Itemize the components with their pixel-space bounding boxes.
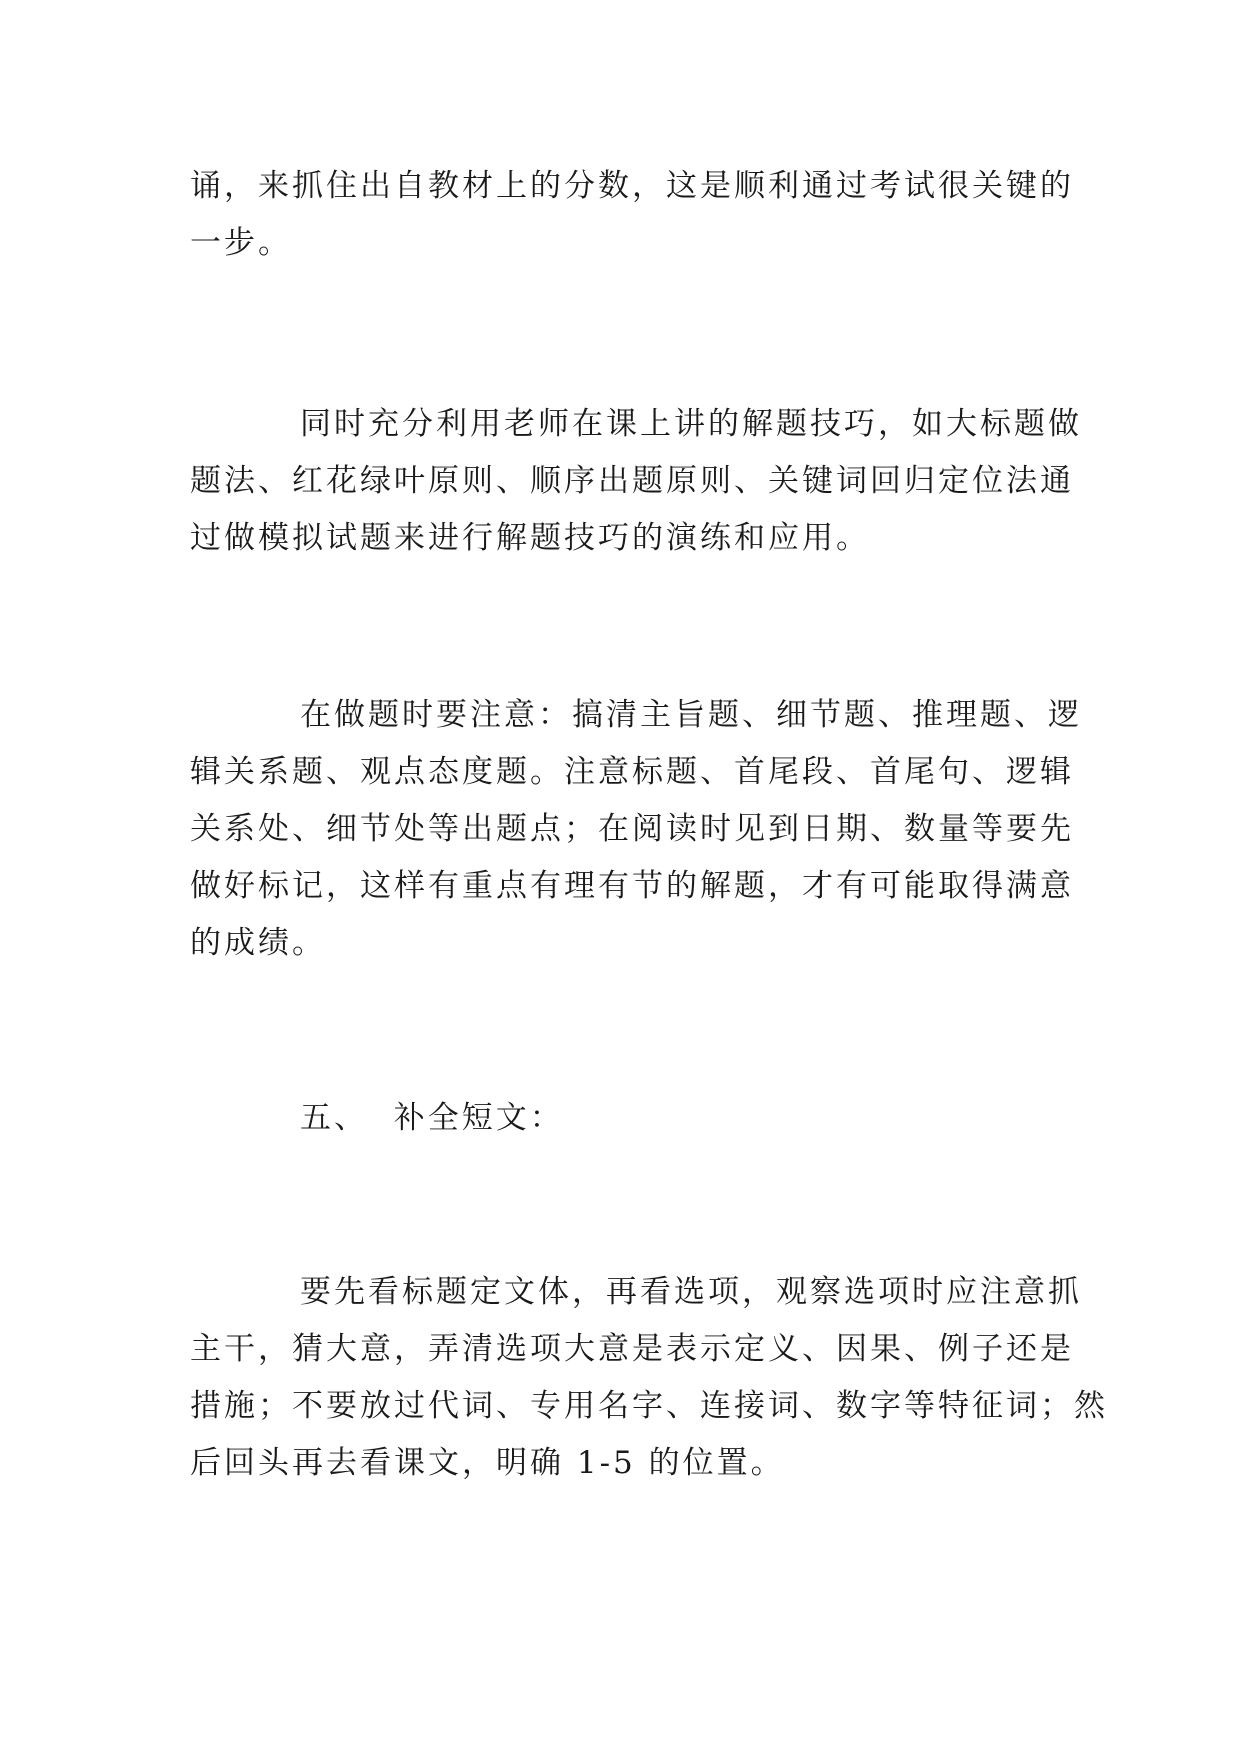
paragraph-continuation: [190, 158, 1074, 272]
text-line: 主干，猜大意，弄清选项大意是表示定义、因果、例子还是: [190, 1331, 1074, 1367]
section-heading: [190, 1090, 1050, 1147]
text-line: 的成绩。: [190, 925, 326, 961]
paragraph-cloze-method: [190, 1264, 1108, 1492]
text-line: 同时充分利用老师在课上讲的解题技巧，如大标题做: [300, 406, 1082, 442]
paragraph-attention-points: [190, 687, 1082, 972]
text-line: 辑关系题、观点态度题。注意标题、首尾段、首尾句、逻辑: [190, 754, 1074, 790]
text-line: 诵，来抓住出自教材上的分数，这是顺利通过考试很关键的: [190, 168, 1074, 204]
text-line: 在做题时要注意：搞清主旨题、细节题、推理题、逻: [300, 697, 1082, 733]
text-line: 措施；不要放过代词、专用名字、连接词、数字等特征词；然: [190, 1388, 1108, 1424]
text-line: 关系处、细节处等出题点；在阅读时见到日期、数量等要先: [190, 811, 1074, 847]
text-line: 题法、红花绿叶原则、顺序出题原则、关键词回归定位法通: [190, 463, 1074, 499]
text-line: 做好标记，这样有重点有理有节的解题，才有可能取得满意: [190, 868, 1074, 904]
section-heading-text: 五、 补全短文：: [300, 1100, 564, 1136]
text-line: 后回头再去看课文，明确 1-5 的位置。: [190, 1445, 785, 1481]
text-line: 过做模拟试题来进行解题技巧的演练和应用。: [190, 520, 870, 556]
text-line: 要先看标题定文体，再看选项，观察选项时应注意抓: [300, 1274, 1082, 1310]
paragraph-solving-skills: [190, 396, 1082, 567]
text-line: 一步。: [190, 225, 292, 261]
